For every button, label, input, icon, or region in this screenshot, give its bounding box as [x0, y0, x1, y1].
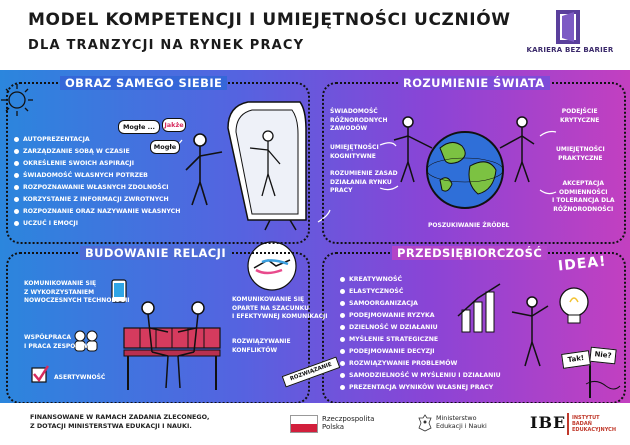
text-podejscie-krytyczne: PODEJŚCIE KRYTYCZNE [560, 108, 600, 124]
list-item: SAMOORGANIZACJA [340, 298, 501, 310]
list-item: ROZPOZNAWANIE WŁASNYCH ZDOLNOŚCI [14, 182, 180, 194]
text-umiejetnosci-kognitywne: UMIEJĘTNOŚCI KOGNITYWNE [330, 144, 379, 160]
text-poszukiwanie-zrodel: POSZUKIWANIE ŹRÓDEŁ [428, 222, 510, 229]
heading-obraz: OBRAZ SAMEGO SIEBIE [60, 76, 227, 90]
list-przedsiebiorczosc [340, 274, 501, 394]
ibe-divider [567, 413, 569, 435]
text-komunikowanie-szacunek: KOMUNIKOWANIE SIĘ OPARTE NA SZACUNKU I EFEKTYWNEJ KOMUNIKACJI [232, 296, 328, 320]
rzeczpospolita-text: Rzeczpospolita Polska [322, 415, 375, 431]
text-rozwiazywanie-konfliktow: ROZWIĄZYWANIE KONFLIKTÓW [232, 338, 291, 354]
ibe-logo-text: IBE [530, 413, 567, 432]
polish-flag-icon [290, 415, 318, 433]
list-item: ROZWIĄZYWANIE PROBLEMÓW [340, 358, 501, 370]
list-item: UCZUĆ I EMOCJI [14, 218, 180, 230]
footer-funding-text: FINANSOWANE W RAMACH ZADANIA ZLECONEGO, Z DOTACJI MINISTERSTWA EDUKACJI I NAUKI. [30, 413, 210, 430]
ministerstwo-text: Ministerstwo Edukacji i Nauki [436, 414, 487, 430]
text-wspolpraca: WSPÓŁPRACA I PRACA ZESPOŁOWA [24, 334, 96, 350]
list-item: ZARZĄDZANIE SOBĄ W CZASIE [14, 146, 180, 158]
text-nowoczesne-technologie: KOMUNIKOWANIE SIĘ Z WYKORZYSTANIEM NOWOCZESNYCH TECHNOLOGII [24, 280, 130, 304]
text-rynek-pracy: ROZUMIENIE ZASAD DZIAŁANIA RYNKU PRACY [330, 170, 398, 194]
speech-bubble-1: Mogłe ... [118, 120, 160, 134]
page-title: MODEL KOMPETENCJI I UMIEJĘTNOŚCI UCZNIÓW [28, 10, 511, 30]
eagle-emblem-icon [418, 414, 432, 432]
list-item: PREZENTACJA WYNIKÓW WŁASNEJ PRACY [340, 382, 501, 394]
header [0, 0, 630, 70]
sign-tak: Tak! [561, 350, 591, 369]
heading-relacje: BUDOWANIE RELACJI [80, 246, 231, 260]
footer [0, 403, 630, 445]
frame-rozumienie [322, 82, 626, 244]
list-item: ELASTYCZNOŚĆ [340, 286, 501, 298]
list-item: ŚWIADOMOŚĆ WŁASNYCH POTRZEB [14, 170, 180, 182]
heading-przedsiebiorczosc: PRZEDSIĘBIORCZOŚĆ [392, 246, 547, 260]
list-item: KORZYSTANIE Z INFORMACJI ZWROTNYCH [14, 194, 180, 206]
page-subtitle: DLA TRANZYCJI NA RYNEK PRACY [28, 38, 305, 53]
list-item: MYŚLENIE STRATEGICZNE [340, 334, 501, 346]
text-akceptacja: AKCEPTACJA ODMIENNOŚCI I TOLERANCJA DLA RÓŻNORODNOŚCI [552, 180, 615, 213]
ibe-subtitle: INSTYTUT BADAŃ EDUKACYJNYCH [572, 415, 617, 433]
list-item: ROZPOZNANIE ORAZ NAZYWANIE WŁASNYCH [14, 206, 180, 218]
door-logo-icon [524, 8, 616, 48]
frame-relacje [6, 252, 310, 403]
list-item: OKREŚLENIE SWOICH ASPIRACJI [14, 158, 180, 170]
list-item: AUTOPREZENTACJA [14, 134, 180, 146]
speech-bubble-3: Mogłe [150, 140, 180, 154]
text-asertywnosc: ASERTYWNOŚĆ [54, 374, 106, 381]
sign-rozwiazanie: ROZWIĄZANIE [282, 356, 341, 387]
speech-bubble-2: Jakże [162, 118, 186, 132]
list-item: PODEJMOWANIE DECYZJI [340, 346, 501, 358]
logo-text: KARIERA BEZ BARIER [526, 46, 614, 54]
kariera-logo [524, 8, 616, 62]
list-item: KREATYWNOŚĆ [340, 274, 501, 286]
idea-label: IDEA! [557, 253, 608, 275]
text-swiadomosc-zawodow: ŚWIADOMOŚĆ RÓŻNORODNYCH ZAWODÓW [330, 108, 388, 132]
text-umiejetnosci-praktyczne: UMIEJĘTNOŚCI PRAKTYCZNE [556, 146, 605, 162]
list-item: DZIELNOŚĆ W DZIAŁANIU [340, 322, 501, 334]
sign-nie: Nie? [589, 347, 616, 365]
list-item: PODEJMOWANIE RYZYKA [340, 310, 501, 322]
heading-rozumienie: ROZUMIENIE ŚWIATA [398, 76, 550, 90]
list-item: SAMODZIELNOŚĆ W MYŚLENIU I DZIAŁANIU [340, 370, 501, 382]
competency-board [0, 70, 630, 403]
